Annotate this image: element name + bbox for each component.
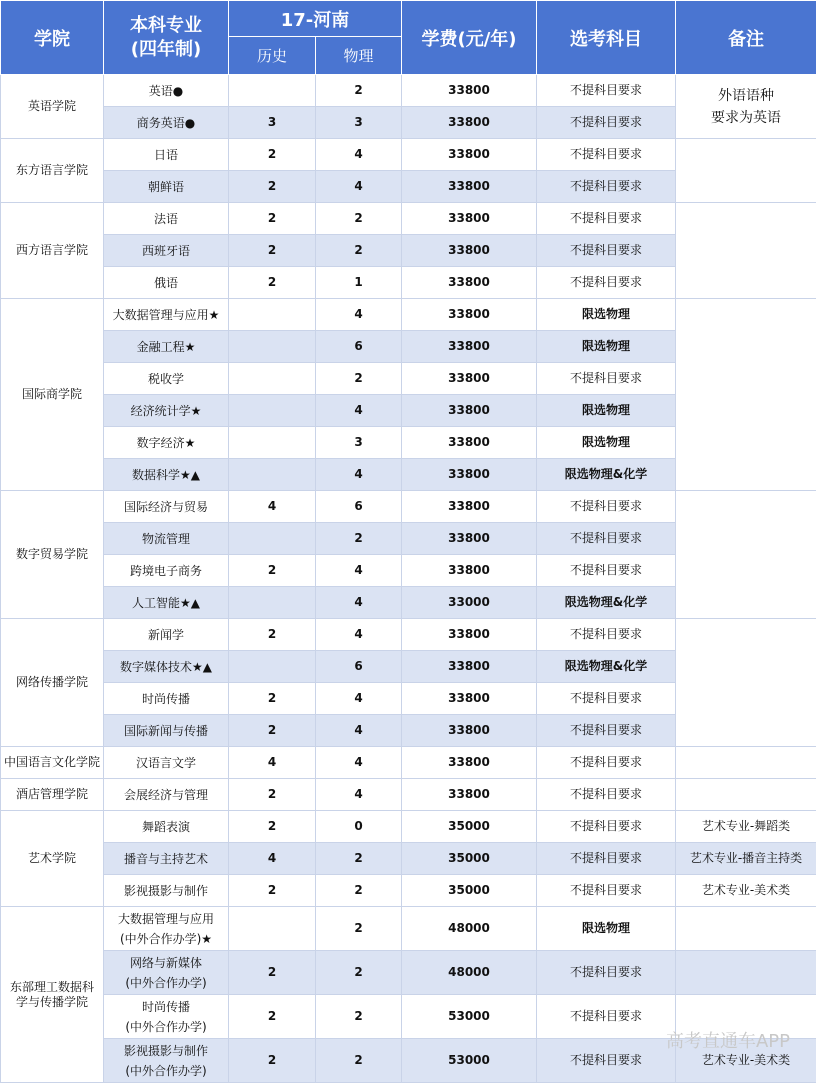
tuition-cell: 33800 [402, 619, 537, 651]
header-history: 历史 [229, 37, 316, 75]
table-row [1, 619, 816, 651]
tuition-cell: 35000 [402, 875, 537, 907]
college-cell: 网络传播学院 [1, 619, 104, 747]
major-cell: 数据科学★▲ [104, 459, 229, 491]
physics-count-cell: 4 [316, 299, 402, 331]
physics-count-cell: 4 [316, 395, 402, 427]
table-row [1, 299, 816, 331]
history-count-cell: 2 [229, 555, 316, 587]
college-cell: 东部理工数据科 学与传播学院 [1, 907, 104, 1083]
header-tuition: 学费(元/年) [402, 1, 537, 75]
college-cell: 艺术学院 [1, 811, 104, 907]
physics-count-cell: 6 [316, 651, 402, 683]
tuition-cell: 33800 [402, 395, 537, 427]
tuition-cell: 53000 [402, 1039, 537, 1083]
table-row [1, 1039, 816, 1083]
note-cell [676, 907, 816, 951]
history-count-cell: 2 [229, 951, 316, 995]
tuition-cell: 33800 [402, 427, 537, 459]
tuition-cell: 33800 [402, 523, 537, 555]
history-count-cell: 2 [229, 715, 316, 747]
header-subjects: 选考科目 [537, 1, 676, 75]
history-count-cell: 2 [229, 995, 316, 1039]
physics-count-cell: 4 [316, 587, 402, 619]
physics-count-cell: 2 [316, 75, 402, 107]
history-count-cell [229, 651, 316, 683]
table-row [1, 747, 816, 779]
physics-count-cell: 6 [316, 331, 402, 363]
physics-count-cell: 2 [316, 951, 402, 995]
college-cell: 英语学院 [1, 75, 104, 139]
subject-requirement-cell: 限选物理 [537, 907, 676, 951]
major-cell: 日语 [104, 139, 229, 171]
note-cell [676, 203, 816, 299]
subject-requirement-cell: 限选物理 [537, 395, 676, 427]
tuition-cell: 33800 [402, 651, 537, 683]
history-count-cell: 4 [229, 843, 316, 875]
physics-count-cell: 2 [316, 843, 402, 875]
college-cell: 东方语言学院 [1, 139, 104, 203]
tuition-cell: 35000 [402, 811, 537, 843]
subject-requirement-cell: 限选物理&化学 [537, 651, 676, 683]
subject-requirement-cell: 不提科目要求 [537, 203, 676, 235]
subject-requirement-cell: 限选物理 [537, 427, 676, 459]
tuition-cell: 33800 [402, 715, 537, 747]
header-physics: 物理 [316, 37, 402, 75]
table-row [1, 843, 816, 875]
table-row [1, 139, 816, 171]
tuition-cell: 33800 [402, 459, 537, 491]
major-cell: 西班牙语 [104, 235, 229, 267]
history-count-cell: 2 [229, 203, 316, 235]
physics-count-cell: 3 [316, 427, 402, 459]
tuition-cell: 33800 [402, 683, 537, 715]
subject-requirement-cell: 不提科目要求 [537, 107, 676, 139]
major-cell: 物流管理 [104, 523, 229, 555]
history-count-cell: 2 [229, 235, 316, 267]
major-cell: 英语● [104, 75, 229, 107]
physics-count-cell: 6 [316, 491, 402, 523]
note-cell [676, 491, 816, 619]
subject-requirement-cell: 不提科目要求 [537, 491, 676, 523]
history-count-cell: 2 [229, 875, 316, 907]
major-cell: 会展经济与管理 [104, 779, 229, 811]
tuition-cell: 33800 [402, 235, 537, 267]
subject-requirement-cell: 限选物理 [537, 299, 676, 331]
subject-requirement-cell: 限选物理&化学 [537, 587, 676, 619]
major-cell: 人工智能★▲ [104, 587, 229, 619]
major-cell: 国际新闻与传播 [104, 715, 229, 747]
note-cell [676, 747, 816, 779]
note-cell: 艺术专业-美术类 [676, 1039, 816, 1083]
tuition-cell: 33800 [402, 331, 537, 363]
tuition-cell: 33800 [402, 555, 537, 587]
tuition-cell: 33800 [402, 267, 537, 299]
tuition-cell: 33800 [402, 491, 537, 523]
header-province-group: 17-河南 [229, 1, 402, 37]
history-count-cell [229, 363, 316, 395]
college-cell: 数字贸易学院 [1, 491, 104, 619]
college-cell: 国际商学院 [1, 299, 104, 491]
history-count-cell: 4 [229, 747, 316, 779]
subject-requirement-cell: 不提科目要求 [537, 235, 676, 267]
major-cell: 商务英语● [104, 107, 229, 139]
major-cell: 俄语 [104, 267, 229, 299]
subject-requirement-cell: 不提科目要求 [537, 139, 676, 171]
table-row [1, 779, 816, 811]
physics-count-cell: 2 [316, 363, 402, 395]
major-cell: 舞蹈表演 [104, 811, 229, 843]
table-row [1, 875, 816, 907]
subject-requirement-cell: 不提科目要求 [537, 715, 676, 747]
major-cell: 法语 [104, 203, 229, 235]
note-cell [676, 951, 816, 995]
history-count-cell [229, 907, 316, 951]
major-cell: 金融工程★ [104, 331, 229, 363]
note-cell [676, 619, 816, 747]
history-count-cell: 2 [229, 171, 316, 203]
table-row [1, 995, 816, 1039]
history-count-cell [229, 395, 316, 427]
physics-count-cell: 4 [316, 171, 402, 203]
header-notes: 备注 [676, 1, 816, 75]
major-cell: 数字媒体技术★▲ [104, 651, 229, 683]
physics-count-cell: 2 [316, 203, 402, 235]
subject-requirement-cell: 不提科目要求 [537, 995, 676, 1039]
physics-count-cell: 2 [316, 875, 402, 907]
header-major [104, 1, 229, 75]
major-cell: 大数据管理与应用★ [104, 299, 229, 331]
tuition-cell: 35000 [402, 843, 537, 875]
subject-requirement-cell: 不提科目要求 [537, 683, 676, 715]
history-count-cell: 2 [229, 139, 316, 171]
table-row [1, 811, 816, 843]
major-cell: 经济统计学★ [104, 395, 229, 427]
history-count-cell: 2 [229, 683, 316, 715]
physics-count-cell: 4 [316, 139, 402, 171]
physics-count-cell: 4 [316, 715, 402, 747]
history-count-cell: 4 [229, 491, 316, 523]
physics-count-cell: 4 [316, 683, 402, 715]
physics-count-cell: 0 [316, 811, 402, 843]
watermark: 高考直通车APP [665, 1031, 790, 1052]
note-cell [676, 779, 816, 811]
major-cell: 汉语言文学 [104, 747, 229, 779]
table-row [1, 491, 816, 523]
major-cell: 影视摄影与制作 (中外合作办学) [104, 1039, 229, 1083]
physics-count-cell: 2 [316, 523, 402, 555]
history-count-cell: 2 [229, 779, 316, 811]
physics-count-cell: 4 [316, 779, 402, 811]
tuition-cell: 33000 [402, 587, 537, 619]
tuition-cell: 48000 [402, 951, 537, 995]
note-cell: 艺术专业-播音主持类 [676, 843, 816, 875]
college-cell: 西方语言学院 [1, 203, 104, 299]
college-cell: 酒店管理学院 [1, 779, 104, 811]
major-cell: 网络与新媒体 (中外合作办学) [104, 951, 229, 995]
table-body [1, 75, 816, 1083]
note-cell [676, 139, 816, 203]
major-cell: 数字经济★ [104, 427, 229, 459]
tuition-cell: 33800 [402, 203, 537, 235]
note-cell [676, 995, 816, 1039]
history-count-cell [229, 587, 316, 619]
subject-requirement-cell: 限选物理 [537, 331, 676, 363]
history-count-cell: 3 [229, 107, 316, 139]
table-row [1, 75, 816, 107]
physics-count-cell: 2 [316, 995, 402, 1039]
tuition-cell: 33800 [402, 171, 537, 203]
subject-requirement-cell: 不提科目要求 [537, 171, 676, 203]
note-cell: 外语语种 要求为英语 [676, 75, 816, 139]
major-cell: 播音与主持艺术 [104, 843, 229, 875]
tuition-cell: 48000 [402, 907, 537, 951]
major-cell: 国际经济与贸易 [104, 491, 229, 523]
subject-requirement-cell: 不提科目要求 [537, 555, 676, 587]
physics-count-cell: 4 [316, 459, 402, 491]
subject-requirement-cell: 不提科目要求 [537, 843, 676, 875]
tuition-cell: 53000 [402, 995, 537, 1039]
header-major-text: 本科专业 (四年制) [130, 14, 202, 60]
major-cell: 跨境电子商务 [104, 555, 229, 587]
subject-requirement-cell: 不提科目要求 [537, 523, 676, 555]
major-cell: 税收学 [104, 363, 229, 395]
major-cell: 时尚传播 [104, 683, 229, 715]
table-header [1, 1, 816, 75]
physics-count-cell: 2 [316, 1039, 402, 1083]
subject-requirement-cell: 不提科目要求 [537, 267, 676, 299]
subject-requirement-cell: 不提科目要求 [537, 779, 676, 811]
physics-count-cell: 1 [316, 267, 402, 299]
major-cell: 朝鲜语 [104, 171, 229, 203]
table-row [1, 951, 816, 995]
tuition-cell: 33800 [402, 779, 537, 811]
subject-requirement-cell: 不提科目要求 [537, 619, 676, 651]
history-count-cell [229, 75, 316, 107]
tuition-cell: 33800 [402, 107, 537, 139]
subject-requirement-cell: 不提科目要求 [537, 75, 676, 107]
tuition-cell: 33800 [402, 75, 537, 107]
college-cell: 中国语言文化学院 [1, 747, 104, 779]
history-count-cell [229, 459, 316, 491]
physics-count-cell: 3 [316, 107, 402, 139]
history-count-cell: 2 [229, 267, 316, 299]
table-row [1, 907, 816, 951]
physics-count-cell: 4 [316, 747, 402, 779]
major-cell: 新闻学 [104, 619, 229, 651]
history-count-cell [229, 523, 316, 555]
tuition-cell: 33800 [402, 747, 537, 779]
tuition-cell: 33800 [402, 139, 537, 171]
tuition-cell: 33800 [402, 299, 537, 331]
history-count-cell [229, 331, 316, 363]
subject-requirement-cell: 不提科目要求 [537, 1039, 676, 1083]
history-count-cell [229, 427, 316, 459]
physics-count-cell: 2 [316, 235, 402, 267]
history-count-cell: 2 [229, 619, 316, 651]
major-cell: 大数据管理与应用 (中外合作办学)★ [104, 907, 229, 951]
history-count-cell: 2 [229, 1039, 316, 1083]
note-cell: 艺术专业-舞蹈类 [676, 811, 816, 843]
subject-requirement-cell: 不提科目要求 [537, 951, 676, 995]
physics-count-cell: 4 [316, 555, 402, 587]
physics-count-cell: 2 [316, 907, 402, 951]
note-cell: 艺术专业-美术类 [676, 875, 816, 907]
table-row [1, 203, 816, 235]
note-cell [676, 299, 816, 491]
physics-count-cell: 4 [316, 619, 402, 651]
history-count-cell [229, 299, 316, 331]
subject-requirement-cell: 不提科目要求 [537, 747, 676, 779]
header-college: 学院 [1, 1, 104, 75]
subject-requirement-cell: 不提科目要求 [537, 875, 676, 907]
subject-requirement-cell: 限选物理&化学 [537, 459, 676, 491]
tuition-cell: 33800 [402, 363, 537, 395]
subject-requirement-cell: 不提科目要求 [537, 811, 676, 843]
major-cell: 时尚传播 (中外合作办学) [104, 995, 229, 1039]
history-count-cell: 2 [229, 811, 316, 843]
major-cell: 影视摄影与制作 [104, 875, 229, 907]
subject-requirement-cell: 不提科目要求 [537, 363, 676, 395]
